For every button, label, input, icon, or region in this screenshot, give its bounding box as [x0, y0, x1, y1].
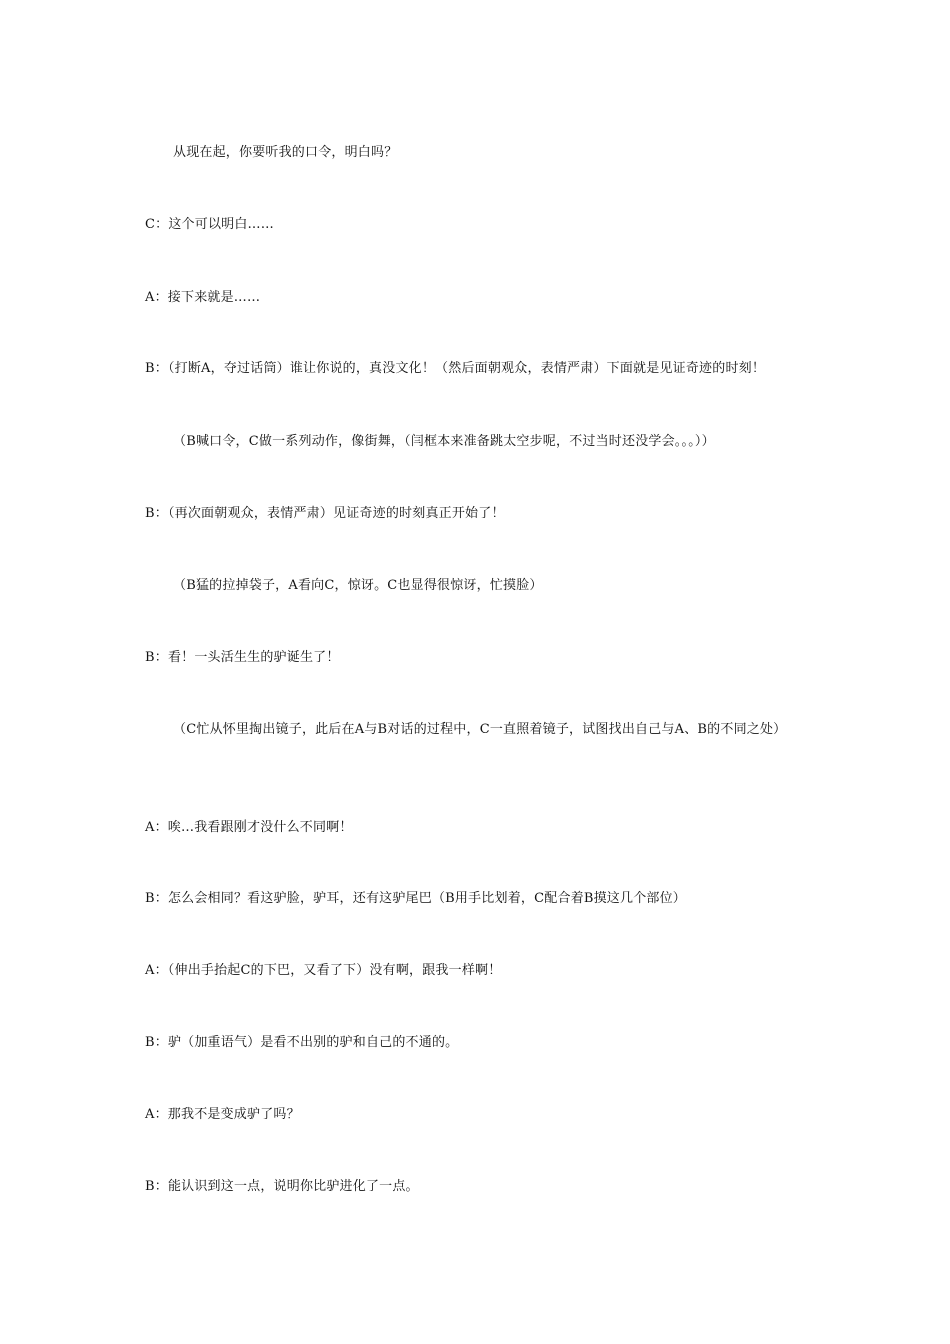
script-line-1: 从现在起，你要听我的口令，明白吗？ — [173, 145, 398, 160]
script-line-7: A：唉…我看跟刚才没什么不同啊！ — [145, 820, 353, 835]
script-line-3: A：接下来就是…… — [145, 290, 261, 305]
script-line-11: A：那我不是变成驴了吗？ — [145, 1107, 300, 1122]
script-line-9: A：（伸出手抬起C的下巴，又看了下）没有啊，跟我一样啊！ — [145, 963, 502, 978]
script-line-8: B：怎么会相同？看这驴脸，驴耳，还有这驴尾巴（B用手比划着，C配合着B摸这几个部位） — [145, 891, 687, 906]
script-line-5: B：（再次面朝观众，表情严肃）见证奇迹的时刻真正开始了！ — [145, 506, 505, 521]
script-line-10: B：驴（加重语气）是看不出别的驴和自己的不通的。 — [145, 1035, 459, 1050]
stage-direction-2: （B猛的拉掉袋子，A看向C，惊讶。C也显得很惊讶，忙摸脸） — [173, 578, 543, 593]
script-line-2: C：这个可以明白…… — [145, 217, 274, 232]
script-line-6: B：看！一头活生生的驴诞生了！ — [145, 650, 340, 665]
script-line-4: B：（打断A，夺过话筒）谁让你说的，真没文化！（然后面朝观众，表情严肃）下面就是见证奇迹的时刻！ — [145, 361, 766, 376]
stage-direction-1: （B喊口令，C做一系列动作，像街舞，（闫框本来准备跳太空步呢，不过当时还没学会。。。）） — [173, 434, 715, 449]
script-line-12: B：能认识到这一点，说明你比驴进化了一点。 — [145, 1179, 419, 1194]
stage-direction-3: （C忙从怀里掏出镜子，此后在A与B对话的过程中，C一直照着镜子，试图找出自己与A、B的不同之处） — [173, 722, 787, 737]
